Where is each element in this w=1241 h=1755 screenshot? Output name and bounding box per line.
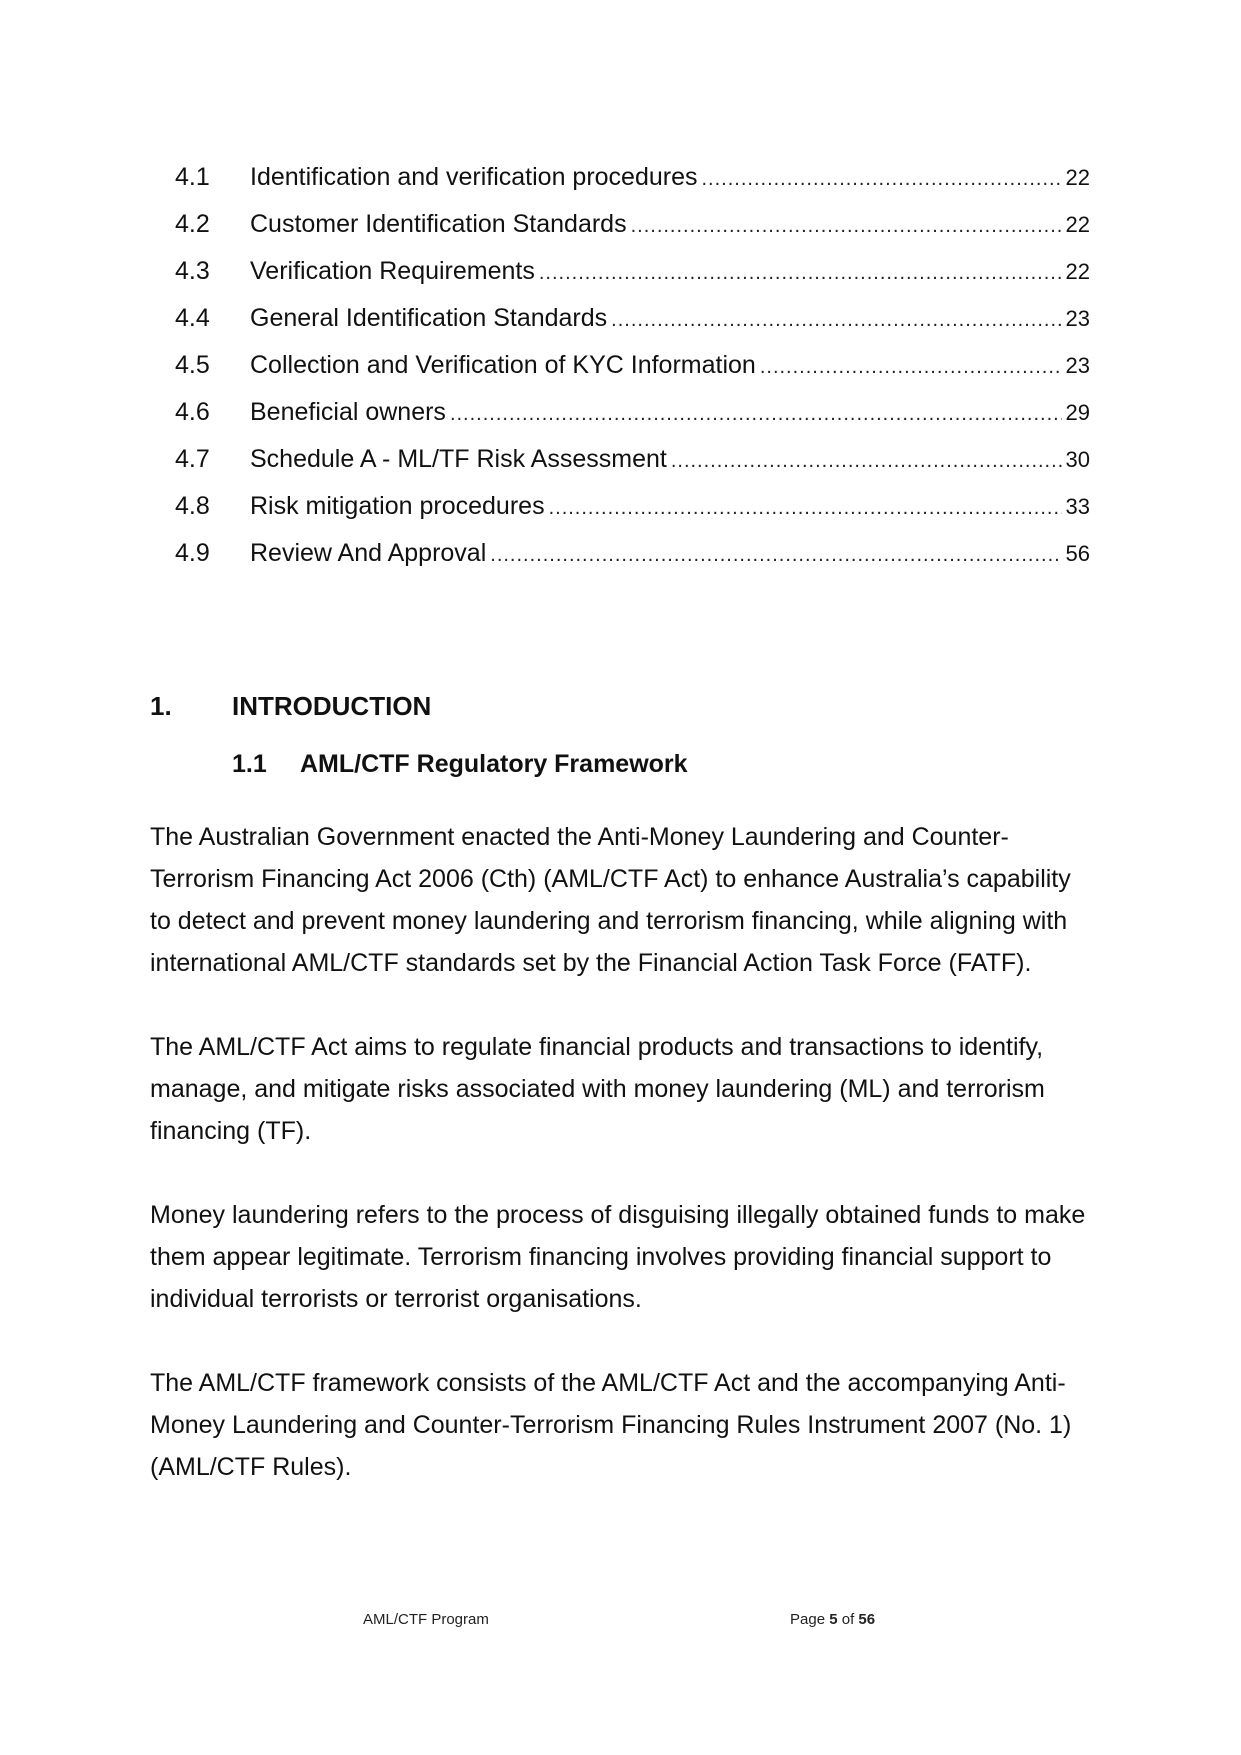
toc-entry-page: 23 (1065, 353, 1090, 378)
toc-leader-dots (702, 164, 1062, 194)
section-number: 1. (150, 691, 172, 721)
toc-entry-number: 4.2 (175, 210, 210, 238)
toc-entry[interactable] (175, 491, 1090, 538)
toc-entry-title: Beneficial owners (250, 398, 446, 426)
toc-entry-page: 22 (1065, 259, 1090, 284)
toc-entry-number: 4.4 (175, 304, 210, 332)
footer-page-prefix: Page (790, 1611, 826, 1628)
toc-entry[interactable] (175, 256, 1090, 303)
toc-leader-dots (760, 352, 1062, 382)
toc-entry[interactable] (175, 444, 1090, 491)
footer-page-current: 5 (829, 1611, 838, 1628)
toc-entry-number: 4.5 (175, 351, 210, 379)
toc-entry-title: Review And Approval (250, 539, 487, 567)
toc-entry-page: 23 (1065, 306, 1090, 331)
footer-page-of: of (841, 1611, 855, 1628)
toc-entry-number: 4.7 (175, 445, 210, 473)
footer-page-total: 56 (858, 1611, 876, 1628)
toc-entry[interactable] (175, 397, 1090, 444)
section-title: INTRODUCTION (232, 691, 432, 721)
toc-leader-dots (549, 493, 1062, 523)
toc-entry-title: Identification and verification procedures (250, 163, 698, 191)
toc-leader-dots (450, 399, 1062, 429)
paragraph: The Australian Government enacted the Anti-Money Laundering and Counter-Terrorism Financing Act 2006 (Cth) (AML/CTF Act) to enhance Australia’s capability to detect and prevent money laundering and terrorism financing, while aligning with international AML/CTF standards set by the Financial Action Task Force (FATF). (150, 823, 1071, 977)
toc-entry-number: 4.8 (175, 492, 210, 520)
toc-entry-title: Customer Identification Standards (250, 210, 627, 238)
toc-entry-page: 56 (1065, 541, 1090, 566)
subsection-heading (232, 748, 688, 780)
table-of-contents (175, 162, 1090, 585)
toc-entry[interactable] (175, 350, 1090, 397)
toc-entry[interactable] (175, 538, 1090, 585)
paragraph: The AML/CTF framework consists of the AML/CTF Act and the accompanying Anti-Money Laundering and Counter-Terrorism Financing Rules Instrument 2007 (No. 1) (AML/CTF Rules). (150, 1369, 1072, 1481)
toc-leader-dots (671, 446, 1062, 476)
footer-page-number (790, 1610, 875, 1630)
toc-entry-number: 4.6 (175, 398, 210, 426)
toc-entry-number: 4.9 (175, 539, 210, 567)
toc-entry-title: Verification Requirements (250, 257, 535, 285)
toc-entry-number: 4.1 (175, 163, 210, 191)
toc-entry-page: 29 (1065, 400, 1090, 425)
toc-leader-dots (611, 305, 1061, 335)
toc-leader-dots (539, 258, 1062, 288)
toc-entry-page: 33 (1065, 494, 1090, 519)
body-text (150, 816, 1090, 1530)
section-heading (150, 690, 431, 722)
subsection-title: AML/CTF Regulatory Framework (300, 750, 688, 778)
subsection-number: 1.1 (232, 750, 267, 778)
paragraph: The AML/CTF Act aims to regulate financial products and transactions to identify, manage, and mitigate risks associated with money laundering (ML) and terrorism financing (TF). (150, 1033, 1045, 1145)
toc-leader-dots (631, 211, 1062, 241)
toc-entry-page: 22 (1065, 212, 1090, 237)
toc-entry-title: General Identification Standards (250, 304, 608, 332)
toc-entry-page: 30 (1065, 447, 1090, 472)
toc-leader-dots (490, 540, 1061, 570)
footer-document-name: AML/CTF Program (363, 1611, 489, 1628)
toc-entry-number: 4.3 (175, 257, 210, 285)
toc-entry-page: 22 (1065, 165, 1090, 190)
toc-entry-title: Schedule A - ML/TF Risk Assessment (250, 445, 667, 473)
toc-entry[interactable] (175, 303, 1090, 350)
paragraph: Money laundering refers to the process of disguising illegally obtained funds to make them appear legitimate. Terrorism financing involves providing financial support to individual terrorists or terrorist organisations. (150, 1201, 1086, 1313)
toc-entry[interactable] (175, 162, 1090, 209)
toc-entry[interactable] (175, 209, 1090, 256)
toc-entry-title: Risk mitigation procedures (250, 492, 545, 520)
toc-entry-title: Collection and Verification of KYC Information (250, 351, 756, 379)
